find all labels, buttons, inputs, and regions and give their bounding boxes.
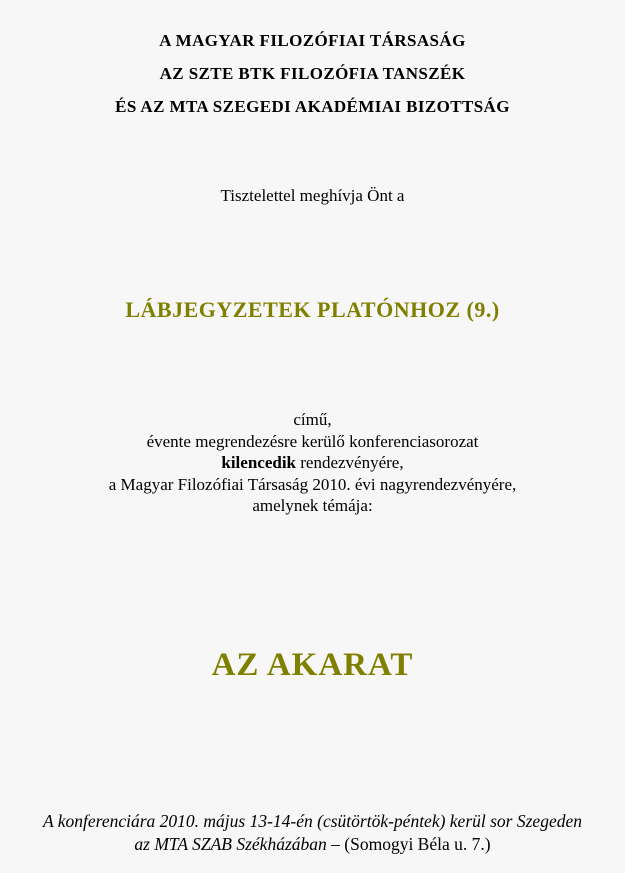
venue-date-line-1: A konferenciára 2010. május 13-14-én (csütörtök-péntek) kerül sor Szegeden: [43, 811, 582, 831]
description-line-5: amelynek témája:: [252, 496, 373, 515]
description-line-3-emphasis: kilencedik: [221, 453, 296, 472]
organizer-header: [0, 24, 625, 123]
organizer-line-2: AZ SZTE BTK FILOZÓFIA TANSZÉK: [159, 64, 466, 83]
conference-theme-title: AZ AKARAT: [211, 646, 414, 683]
description-line-3-rest: rendezvényére,: [296, 453, 404, 472]
description-line-1: című,: [293, 410, 332, 429]
description-line-2: évente megrendezésre kerülő konferenciasorozat: [146, 431, 479, 451]
conference-series-title: LÁBJEGYZETEK PLATÓNHOZ (9.): [125, 297, 500, 322]
venue-date-note: [0, 810, 625, 856]
conference-description: [0, 409, 625, 517]
description-line-3: [0, 452, 625, 474]
venue-date-line-2: [0, 833, 625, 856]
venue-address: (Somogyi Béla u. 7.): [344, 834, 491, 854]
invitation-intro: Tisztelettel meghívja Önt a: [220, 186, 405, 205]
venue-name-italic: az MTA SZAB Székházában –: [134, 834, 345, 854]
organizer-line-3: ÉS AZ MTA SZEGEDI AKADÉMIAI BIZOTTSÁG: [115, 97, 510, 116]
organizer-line-1: A MAGYAR FILOZÓFIAI TÁRSASÁG: [159, 31, 466, 50]
description-line-4: a Magyar Filozófiai Társaság 2010. évi nagyrendezvényére,: [108, 474, 517, 494]
